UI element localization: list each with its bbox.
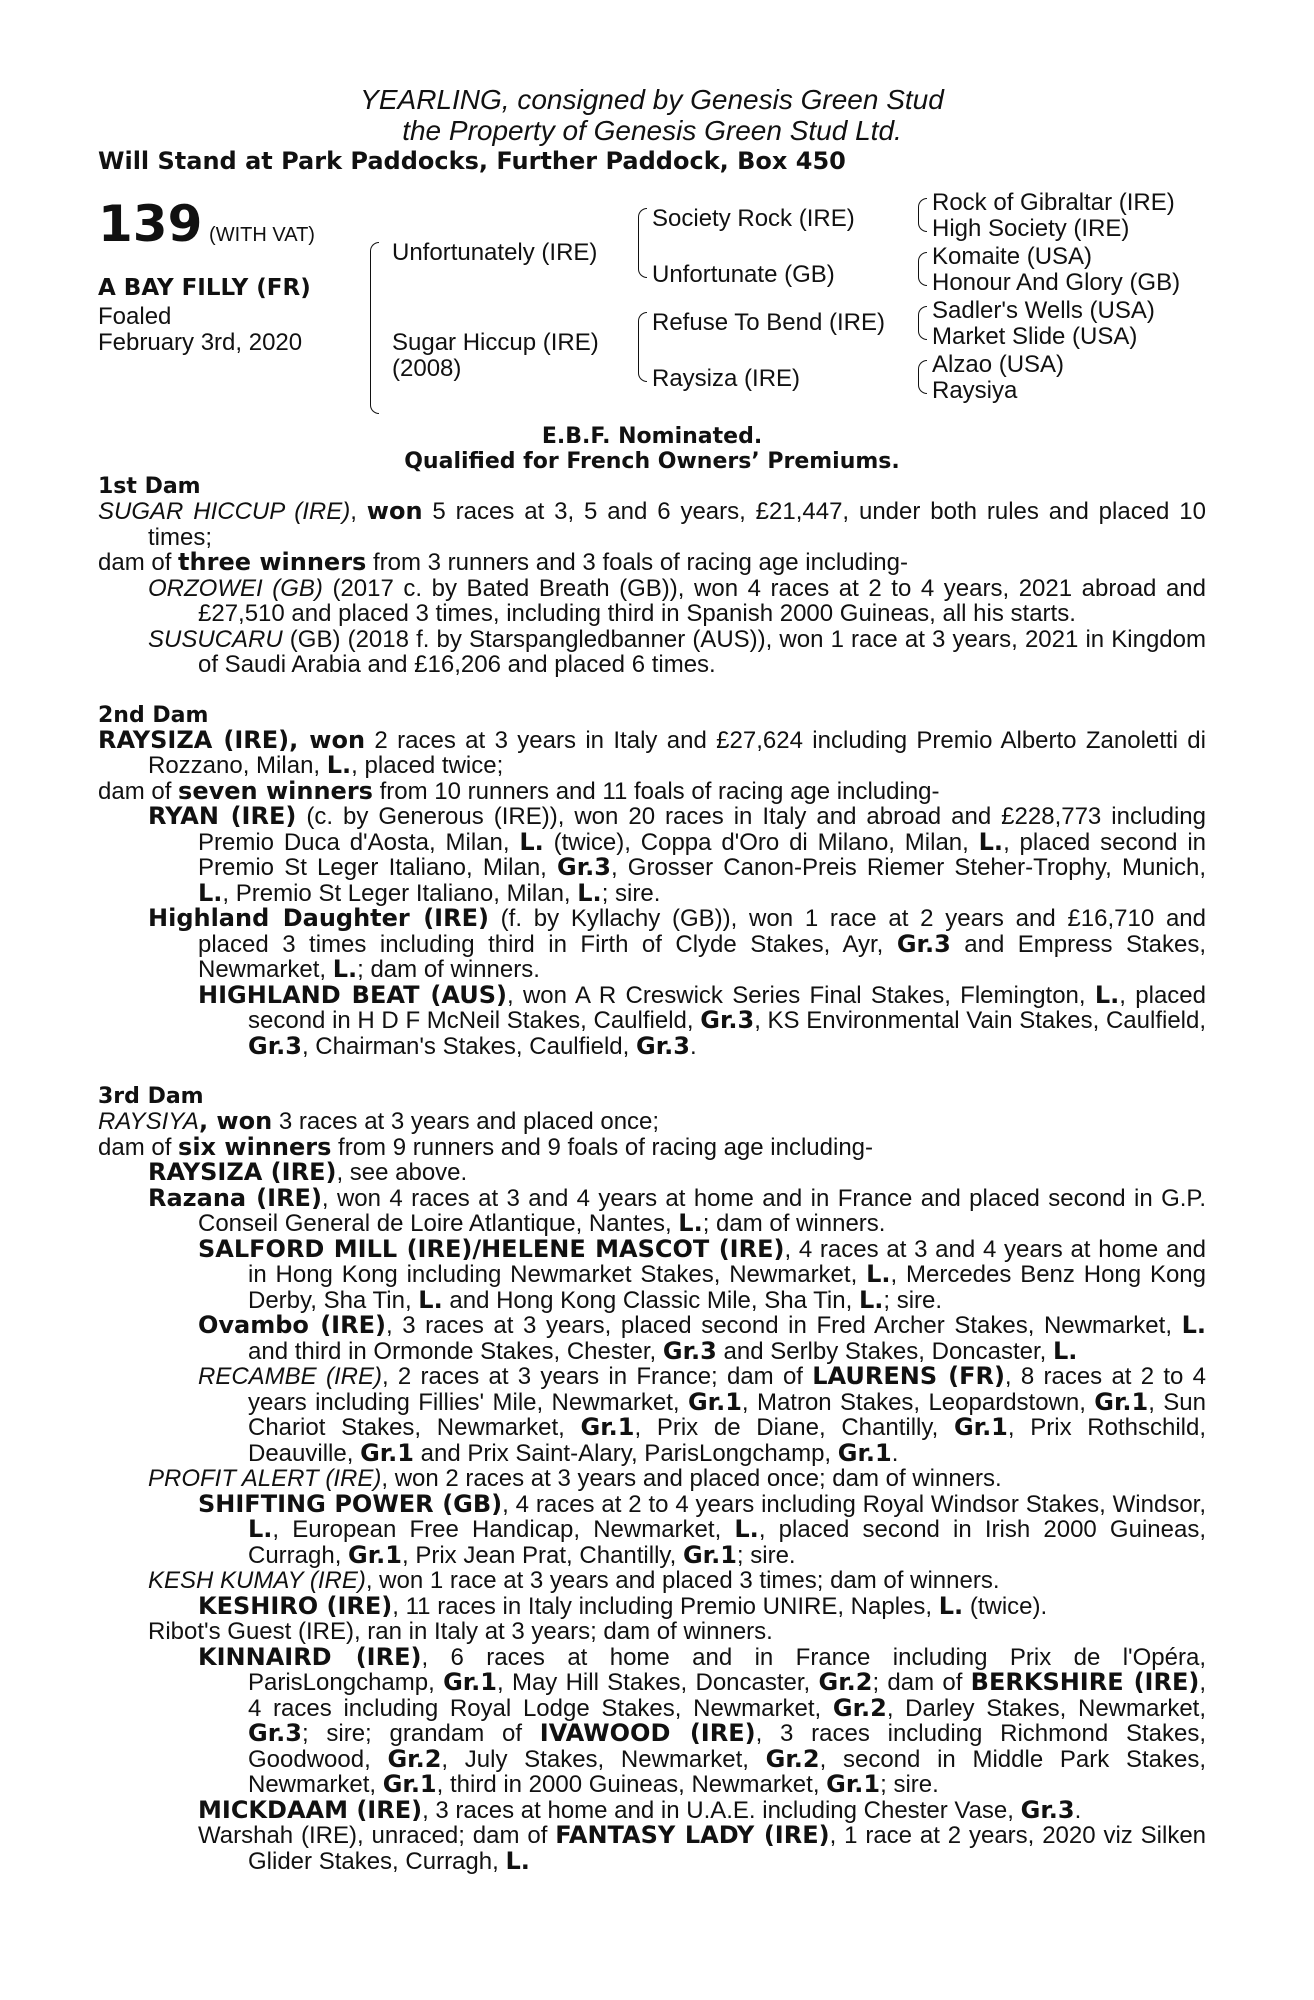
highland-beat-entry: HIGHLAND BEAT (AUS), won A R Creswick Series Final Stakes, Flemington, L., placed second in H D F McNeil Stakes, Caulfield, Gr.3, KS Environmental Vain Stakes, Caulfield, Gr.3, Chairman's Stakes, Caulfield, Gr.3. xyxy=(198,980,1207,1060)
dam-parents-brace xyxy=(638,312,647,382)
ribots-guest-entry: Ribot's Guest (IRE), ran in Italy at 3 years; dam of winners. xyxy=(148,1618,773,1645)
lot-description: A BAY FILLY (FR) xyxy=(98,275,311,301)
foaled-label: Foaled xyxy=(98,303,172,330)
ebf-note: E.B.F. Nominated. xyxy=(541,424,763,449)
sire-dam: Unfortunate (GB) xyxy=(652,261,835,288)
raysiza-entry: RAYSIZA (IRE), won 2 races at 3 years in Italy and £27,624 including Premio Alberto Zanoletti di Rozzano, Milan, L., placed twice; xyxy=(98,725,1206,779)
kinnaird-entry: KINNAIRD (IRE), 6 races at home and in France including Prix de l'Opéra, ParisLongchamp, Gr.1, May Hill Stakes, Doncaster, Gr.2; dam of BERKSHIRE (IRE), 4 races including Royal Lodge Stakes, Newmarket, Gr.2, Darley Stakes, Newmarket, Gr.3; sire; grandam of IVAWOOD (IRE), 3 races including Richmond Stakes, Goodwood, Gr.2, July Stakes, Newmarket, Gr.2, second in Middle Park Stakes, Newmarket, Gr.1, third in 2000 Guineas, Newmarket, Gr.1; sire. xyxy=(198,1642,1207,1798)
dam-year: (2008) xyxy=(392,355,462,382)
raysiza-see-above: RAYSIZA (IRE), see above. xyxy=(148,1158,468,1186)
g-brace-2 xyxy=(918,252,927,286)
lot-number-value: 139 xyxy=(98,195,203,253)
second-dam-title: 2nd Dam xyxy=(98,702,209,728)
foaled-date: February 3rd, 2020 xyxy=(98,329,303,356)
first-dam-entry: SUGAR HICCUP (IRE), won 5 races at 3, 5 and 6 years, £21,447, under both rules and placed 10 times; xyxy=(98,497,1206,551)
dam-name: Sugar Hiccup (IRE) xyxy=(392,329,599,356)
g-brace-4 xyxy=(918,360,927,394)
grandparent-2: High Society (IRE) xyxy=(932,215,1130,242)
dam-dam: Raysiza (IRE) xyxy=(652,365,801,392)
consignor-line: YEARLING, consigned by Genesis Green Stud xyxy=(360,84,944,115)
grandparent-8: Raysiya xyxy=(932,377,1018,404)
shifting-power-entry: SHIFTING POWER (GB), 4 races at 2 to 4 years including Royal Windsor Stakes, Windsor, L., European Free Handicap, Newmarket, L., placed second in Irish 2000 Guineas, Curragh, Gr.1, Prix Jean Prat, Chantilly, Gr.1; sire. xyxy=(198,1489,1206,1569)
g-brace-1 xyxy=(918,198,927,232)
vat-label: (WITH VAT) xyxy=(209,224,315,246)
sire-parents-brace xyxy=(638,208,647,278)
g-brace-3 xyxy=(918,306,927,340)
grandparent-3: Komaite (USA) xyxy=(932,243,1093,270)
ovambo-entry: Ovambo (IRE), 3 races at 3 years, placed second in Fred Archer Stakes, Newmarket, L. and third in Ormonde Stakes, Chester, Gr.3 and Serlby Stakes, Doncaster, L. xyxy=(198,1311,1206,1365)
orzowei-entry: ORZOWEI (GB) (2017 c. by Bated Breath (GB)), won 4 races at 2 to 4 years, 2021 abroad and £27,510 and placed 3 times, including third in Spanish 2000 Guineas, all his starts. xyxy=(148,574,1207,627)
second-dam-produce: dam of seven winners from 10 runners and 11 foals of racing age including- xyxy=(98,776,940,805)
first-dam-title: 1st Dam xyxy=(98,474,201,499)
keshiro-entry: KESHIRO (IRE), 11 races in Italy including Premio UNIRE, Naples, L. (twice). xyxy=(198,1591,1048,1620)
grandparent-5: Sadler's Wells (USA) xyxy=(932,297,1155,324)
property-line: the Property of Genesis Green Stud Ltd. xyxy=(402,115,902,146)
sire-name: Unfortunately (IRE) xyxy=(392,239,598,266)
catalogue-page xyxy=(98,84,1206,1874)
third-dam-title: 3rd Dam xyxy=(98,1084,204,1109)
mickdaam-entry: MICKDAAM (IRE), 3 races at home and in U.A.E. including Chester Vase, Gr.3. xyxy=(198,1795,1082,1824)
first-dam-produce: dam of three winners from 3 runners and 3 foals of racing age including- xyxy=(98,548,908,576)
grandparent-6: Market Slide (USA) xyxy=(932,323,1138,350)
stand-line: Will Stand at Park Paddocks, Further Paddock, Box 450 xyxy=(98,147,846,175)
pedigree-table xyxy=(98,189,1206,424)
sire-sire: Society Rock (IRE) xyxy=(652,205,855,232)
recambe-entry: RECAMBE (IRE), 2 races at 3 years in France; dam of LAURENS (FR), 8 races at 2 to 4 years including Fillies' Mile, Newmarket, Gr.1, Matron Stakes, Leopardstown, Gr.1, Sun Chariot Stakes, Newmarket, Gr.1, Prix de Diane, Chantilly, Gr.1, Prix Rothschild, Deauville, Gr.1 and Prix Saint-Alary, ParisLongchamp, Gr.1. xyxy=(198,1362,1207,1467)
grandparent-1: Rock of Gibraltar (IRE) xyxy=(932,189,1175,216)
kesh-kumay-entry: KESH KUMAY (IRE), won 1 race at 3 years and placed 3 times; dam of winners. xyxy=(148,1567,1000,1594)
razana-entry: Razana (IRE), won 4 races at 3 and 4 years at home and in France and placed second in G.P. Conseil General de Loire Atlantique, Nantes, L.; dam of winners. xyxy=(148,1183,1206,1237)
raysiya-entry: RAYSIYA, won 3 races at 3 years and placed once; xyxy=(98,1107,660,1135)
profit-alert-entry: PROFIT ALERT (IRE), won 2 races at 3 years and placed once; dam of winners. xyxy=(148,1465,1002,1492)
grandparent-4: Honour And Glory (GB) xyxy=(932,269,1181,296)
third-dam-produce: dam of six winners from 9 runners and 9 foals of racing age including- xyxy=(98,1132,874,1161)
warshah-entry: Warshah (IRE), unraced; dam of FANTASY LADY (IRE), 1 race at 2 years, 2020 viz Silken Glider Stakes, Curragh, L. xyxy=(198,1821,1207,1875)
sire-dam-brace xyxy=(370,242,379,414)
french-premium-note: Qualified for French Owners’ Premiums. xyxy=(404,449,900,474)
ryan-entry: RYAN (IRE) (c. by Generous (IRE)), won 20 races in Italy and abroad and £228,773 including Premio Duca d'Aosta, Milan, L. (twice), Coppa d'Oro di Milano, Milan, L., placed second in Premio St Leger Italiano, Milan, Gr.3, Grosser Canon-Preis Riemer Steher-Trophy, Munich, L., Premio St Leger Italiano, Milan, L.; sire. xyxy=(148,802,1207,907)
lot-number xyxy=(98,196,315,252)
dam-sire: Refuse To Bend (IRE) xyxy=(652,309,886,336)
salford-mill-entry: SALFORD MILL (IRE)/HELENE MASCOT (IRE), 4 races at 3 and 4 years at home and in Hong Kong including Newmarket Stakes, Newmarket, L., Mercedes Benz Hong Kong Derby, Sha Tin, L. and Hong Kong Classic Mile, Sha Tin, L.; sire. xyxy=(198,1234,1206,1314)
highland-daughter-entry: Highland Daughter (IRE) (f. by Kyllachy (GB)), won 1 race at 2 years and £16,710 and placed 3 times including third in Firth of Clyde Stakes, Ayr, Gr.3 and Empress Stakes, Newmarket, L.; dam of winners. xyxy=(148,904,1207,983)
susucaru-entry: SUSUCARU (GB) (2018 f. by Starspangledbanner (AUS)), won 1 race at 3 years, 2021 in Kingdom of Saudi Arabia and £16,206 and placed 6 times. xyxy=(148,625,1206,678)
grandparent-7: Alzao (USA) xyxy=(932,351,1065,378)
